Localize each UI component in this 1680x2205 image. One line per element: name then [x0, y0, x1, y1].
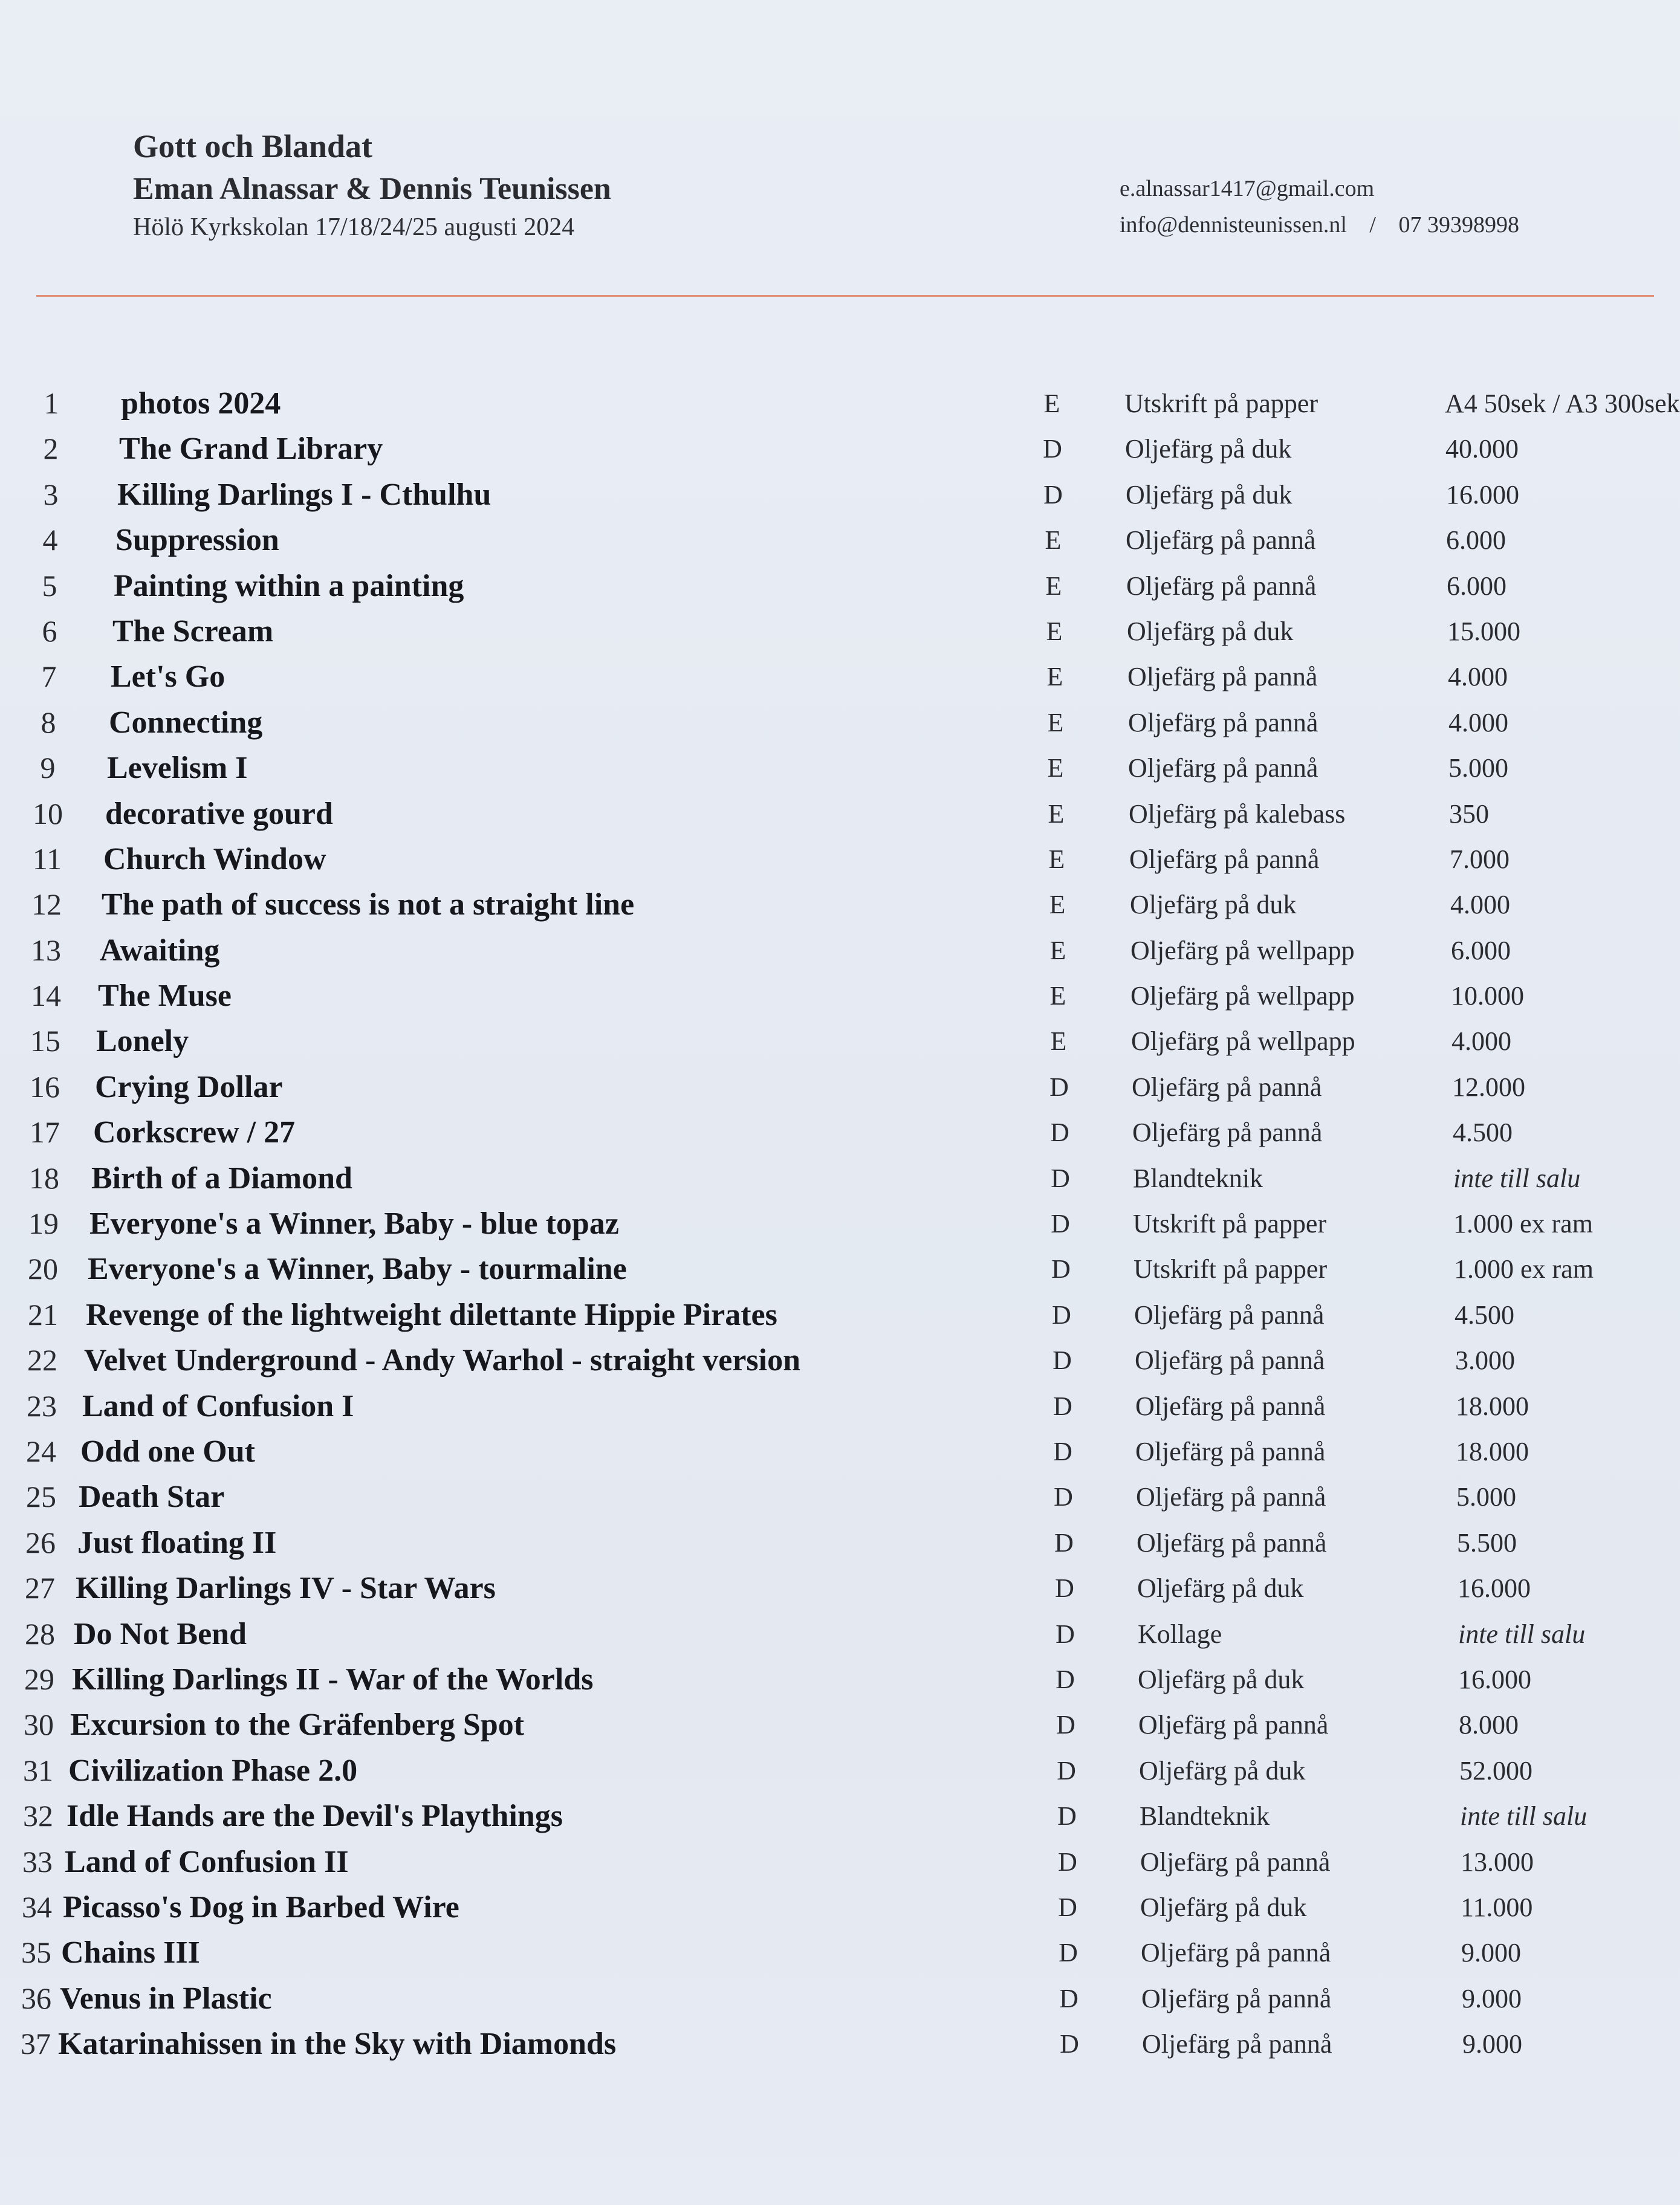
work-price: 11.000	[1461, 1892, 1533, 1922]
work-price: 4.000	[1448, 707, 1508, 737]
work-technique: Oljefärg på pannå	[1138, 1710, 1329, 1740]
work-technique: Oljefärg på duk	[1140, 1892, 1307, 1922]
work-row	[0, 1246, 1654, 1292]
work-row	[0, 1839, 1654, 1885]
work-code: D	[1053, 1436, 1072, 1466]
work-title: Idle Hands are the Devil's Playthings	[66, 1799, 563, 1834]
work-technique: Oljefärg på duk	[1125, 434, 1292, 464]
contact-email-2: info@dennisteunissen.nl	[1120, 212, 1347, 238]
work-row	[0, 1566, 1654, 1611]
work-code: D	[1059, 1983, 1078, 2013]
work-row	[0, 882, 1654, 927]
work-number: 13	[31, 933, 61, 967]
work-row	[0, 1885, 1654, 1930]
work-number: 11	[32, 841, 62, 876]
work-code: D	[1050, 1118, 1069, 1148]
work-title: The Scream	[112, 614, 274, 649]
work-technique: Oljefärg på wellpapp	[1131, 1026, 1355, 1057]
work-price: 12.000	[1452, 1072, 1525, 1102]
work-code: D	[1056, 1619, 1075, 1649]
header-divider	[36, 295, 1654, 297]
work-code: D	[1043, 479, 1063, 510]
work-number: 9	[40, 751, 56, 785]
work-title: Death Star	[79, 1480, 225, 1515]
work-row	[0, 654, 1654, 699]
work-row	[0, 1110, 1654, 1155]
work-title: Birth of a Diamond	[91, 1161, 352, 1196]
work-code: D	[1051, 1254, 1071, 1284]
work-number: 14	[31, 979, 61, 1013]
work-row	[0, 973, 1654, 1018]
work-price: 1.000 ex ram	[1454, 1254, 1594, 1284]
work-technique: Oljefärg på pannå	[1127, 662, 1318, 692]
work-number: 12	[31, 887, 62, 922]
work-price: inte till salu	[1453, 1163, 1581, 1193]
work-row	[0, 517, 1654, 563]
work-technique: Blandteknik	[1133, 1163, 1263, 1193]
work-technique: Oljefärg på pannå	[1132, 1118, 1323, 1148]
work-row	[0, 472, 1654, 517]
work-price: 40.000	[1445, 434, 1519, 464]
work-row	[0, 1201, 1654, 1246]
work-title: Revenge of the lightweight dilettante Hippie Pirates	[86, 1297, 777, 1332]
work-code: D	[1058, 1892, 1077, 1922]
work-price: 6.000	[1446, 525, 1506, 555]
work-row	[0, 1793, 1654, 1839]
work-number: 28	[25, 1616, 55, 1651]
work-price: 8.000	[1459, 1710, 1519, 1740]
work-title: Just floating II	[77, 1525, 277, 1560]
work-number: 26	[25, 1525, 56, 1559]
work-price: 16.000	[1458, 1573, 1531, 1604]
work-number: 2	[43, 432, 59, 466]
work-price: 18.000	[1456, 1391, 1529, 1421]
work-technique: Oljefärg på kalebass	[1129, 798, 1346, 829]
work-number: 6	[42, 614, 57, 648]
work-title: The Muse	[98, 979, 232, 1014]
work-title: Painting within a painting	[114, 568, 464, 603]
work-code: E	[1045, 525, 1062, 555]
contact-separator: /	[1369, 212, 1376, 238]
work-price: 6.000	[1447, 571, 1506, 601]
work-code: E	[1045, 571, 1062, 601]
work-technique: Oljefärg på pannå	[1128, 707, 1318, 737]
work-code: D	[1055, 1573, 1074, 1604]
work-technique: Oljefärg på pannå	[1132, 1072, 1322, 1102]
work-price: 16.000	[1458, 1664, 1531, 1694]
work-title: Everyone's a Winner, Baby - blue topaz	[89, 1206, 619, 1242]
work-price: 9.000	[1462, 1983, 1522, 2013]
work-code: D	[1057, 1801, 1077, 1831]
work-number: 8	[41, 705, 56, 739]
work-code: D	[1057, 1755, 1076, 1786]
work-price: 6.000	[1451, 935, 1511, 965]
work-number: 25	[26, 1480, 56, 1514]
work-number: 21	[28, 1297, 58, 1332]
work-row	[0, 1748, 1654, 1793]
work-price: 10.000	[1451, 981, 1524, 1011]
work-technique: Oljefärg på pannå	[1142, 2029, 1332, 2059]
work-number: 24	[26, 1434, 56, 1468]
work-title: Everyone's a Winner, Baby - tourmaline	[88, 1252, 627, 1287]
work-number: 37	[21, 2027, 51, 2061]
work-title: The Grand Library	[119, 432, 383, 467]
work-title: Killing Darlings II - War of the Worlds	[72, 1662, 594, 1697]
work-title: Let's Go	[111, 659, 225, 695]
work-price: inte till salu	[1460, 1801, 1588, 1831]
work-row	[0, 1611, 1654, 1657]
work-row	[0, 1156, 1654, 1201]
work-title: Venus in Plastic	[60, 1981, 272, 2016]
work-title: Chains III	[61, 1935, 200, 1970]
work-title: Lonely	[96, 1024, 189, 1059]
work-code: D	[1052, 1345, 1072, 1376]
work-technique: Oljefärg på duk	[1138, 1664, 1305, 1694]
work-technique: Oljefärg på pannå	[1136, 1482, 1326, 1512]
work-number: 22	[27, 1343, 57, 1378]
works-list	[0, 381, 1680, 2067]
work-code: E	[1043, 389, 1060, 418]
work-code: D	[1053, 1391, 1072, 1421]
contact-info	[1120, 170, 1639, 243]
work-title: decorative gourd	[105, 796, 333, 831]
work-price: 52.000	[1459, 1755, 1532, 1786]
work-technique: Oljefärg på pannå	[1141, 1983, 1332, 2013]
work-code: E	[1049, 890, 1066, 920]
work-row	[0, 563, 1654, 609]
work-row	[0, 791, 1654, 837]
work-price: 4.000	[1448, 662, 1508, 692]
work-technique: Kollage	[1138, 1619, 1222, 1649]
work-row	[0, 1474, 1654, 1520]
work-technique: Oljefärg på pannå	[1135, 1436, 1326, 1466]
work-title: Velvet Underground - Andy Warhol - straight version	[84, 1343, 801, 1378]
contact-phone: 07 39398998	[1398, 212, 1519, 238]
work-number: 23	[27, 1388, 57, 1423]
work-code: E	[1047, 707, 1064, 737]
work-row	[0, 837, 1654, 882]
work-code: E	[1049, 935, 1066, 965]
work-code: D	[1054, 1527, 1074, 1558]
work-technique: Oljefärg på wellpapp	[1130, 935, 1355, 965]
work-row	[0, 1018, 1654, 1064]
work-technique: Utskrift på papper	[1124, 389, 1318, 418]
work-row	[0, 1520, 1654, 1566]
work-title: Church Window	[103, 841, 326, 876]
contact-email-1: e.alnassar1417@gmail.com	[1120, 176, 1375, 201]
work-title: Corkscrew / 27	[93, 1115, 296, 1150]
work-code: E	[1048, 844, 1065, 874]
work-number: 4	[42, 523, 58, 557]
work-price: 4.000	[1450, 890, 1510, 920]
work-code: E	[1046, 616, 1063, 646]
work-price: 9.000	[1461, 1938, 1521, 1968]
work-code: E	[1050, 1026, 1067, 1057]
work-title: photos 2024	[121, 386, 281, 421]
work-number: 5	[42, 568, 57, 603]
work-title: Crying Dollar	[95, 1069, 283, 1104]
work-technique: Oljefärg på pannå	[1134, 1300, 1325, 1330]
work-price: 5.000	[1448, 753, 1508, 783]
work-number: 34	[22, 1889, 52, 1924]
work-code: D	[1060, 2029, 1079, 2059]
work-code: D	[1051, 1209, 1070, 1239]
work-price: 7.000	[1450, 844, 1510, 874]
work-technique: Oljefärg på pannå	[1126, 571, 1317, 601]
work-row	[0, 928, 1654, 973]
work-price: 4.500	[1453, 1118, 1513, 1148]
work-code: D	[1043, 434, 1062, 464]
work-number: 33	[22, 1844, 53, 1879]
work-row	[0, 1930, 1654, 1975]
work-row	[0, 426, 1654, 471]
work-price: 4.500	[1455, 1300, 1514, 1330]
venue-and-dates: Hölö Kyrkskolan 17/18/24/25 augusti 2024	[133, 213, 575, 241]
header-left	[133, 127, 1040, 244]
work-price: 4.000	[1451, 1026, 1511, 1057]
work-code: D	[1052, 1300, 1071, 1330]
work-title: Awaiting	[100, 933, 220, 968]
work-code: D	[1058, 1847, 1077, 1877]
work-row	[0, 700, 1654, 745]
work-code: D	[1051, 1163, 1070, 1193]
work-price: 5.000	[1456, 1482, 1516, 1512]
work-number: 19	[28, 1206, 59, 1241]
work-price: 15.000	[1447, 616, 1520, 646]
work-price: inte till salu	[1458, 1619, 1586, 1649]
work-title: Levelism I	[107, 751, 248, 786]
exhibition-title: Gott och Blandat	[133, 128, 373, 164]
contact-line-2	[1120, 207, 1639, 243]
work-title: Connecting	[109, 705, 263, 740]
work-code: D	[1054, 1482, 1073, 1512]
work-number: 10	[33, 796, 63, 831]
work-number: 30	[24, 1708, 54, 1742]
work-technique: Oljefärg på pannå	[1135, 1391, 1326, 1421]
work-title: The path of success is not a straight line	[102, 887, 635, 922]
work-price: 13.000	[1461, 1847, 1534, 1877]
work-technique: Utskrift på papper	[1134, 1254, 1328, 1284]
work-row	[0, 1976, 1654, 2021]
work-number: 15	[30, 1024, 60, 1058]
work-technique: Blandteknik	[1140, 1801, 1270, 1831]
work-price: 3.000	[1455, 1345, 1515, 1376]
artist-names: Eman Alnassar & Dennis Teunissen	[133, 172, 611, 206]
work-title: Land of Confusion II	[65, 1844, 349, 1879]
work-title: Killing Darlings IV - Star Wars	[76, 1571, 496, 1606]
work-technique: Oljefärg på duk	[1126, 479, 1292, 510]
work-number: 18	[29, 1161, 59, 1195]
work-row	[0, 609, 1654, 654]
work-title: Suppression	[115, 523, 279, 558]
work-number: 20	[28, 1252, 58, 1286]
work-title: Civilization Phase 2.0	[68, 1753, 358, 1788]
work-code: E	[1049, 981, 1066, 1011]
work-title: Land of Confusion I	[82, 1388, 354, 1423]
work-price: 18.000	[1456, 1436, 1529, 1466]
work-title: Do Not Bend	[74, 1616, 247, 1651]
work-technique: Oljefärg på duk	[1139, 1755, 1306, 1786]
work-technique: Oljefärg på pannå	[1135, 1345, 1325, 1376]
work-price: 9.000	[1462, 2029, 1522, 2059]
work-row	[0, 1384, 1654, 1429]
work-row	[0, 1429, 1654, 1474]
work-technique: Oljefärg på duk	[1127, 616, 1294, 646]
work-code: E	[1047, 753, 1064, 783]
work-number: 32	[23, 1799, 53, 1833]
work-number: 27	[25, 1571, 55, 1605]
work-number: 7	[41, 659, 57, 694]
work-code: D	[1049, 1072, 1069, 1102]
work-title: Killing Darlings I - Cthulhu	[117, 477, 491, 512]
work-row	[0, 381, 1680, 426]
work-code: E	[1046, 662, 1063, 692]
work-price: 16.000	[1446, 479, 1519, 510]
work-price: 1.000 ex ram	[1453, 1209, 1593, 1239]
work-number: 35	[21, 1935, 51, 1970]
work-row	[0, 1064, 1654, 1110]
work-technique: Oljefärg på duk	[1130, 890, 1297, 920]
work-technique: Utskrift på papper	[1133, 1209, 1327, 1239]
work-number: 36	[21, 1981, 51, 2015]
work-number: 3	[43, 477, 59, 511]
work-row	[0, 2021, 1654, 2067]
work-price: A4 50sek / A3 300sek	[1445, 389, 1680, 418]
work-technique: Oljefärg på pannå	[1126, 525, 1316, 555]
work-row	[0, 745, 1654, 791]
work-code: E	[1048, 798, 1065, 829]
work-number: 16	[30, 1069, 60, 1104]
work-title: Excursion to the Gräfenberg Spot	[70, 1708, 525, 1743]
work-price: 5.500	[1457, 1527, 1517, 1558]
work-title: Odd one Out	[80, 1434, 255, 1469]
work-number: 29	[24, 1662, 54, 1696]
work-technique: Oljefärg på pannå	[1129, 844, 1320, 874]
work-code: D	[1059, 1938, 1078, 1968]
work-title: Picasso's Dog in Barbed Wire	[63, 1889, 459, 1925]
work-technique: Oljefärg på duk	[1137, 1573, 1304, 1604]
work-price: 350	[1449, 798, 1489, 829]
work-row	[0, 1702, 1654, 1747]
work-technique: Oljefärg på pannå	[1137, 1527, 1327, 1558]
work-row	[0, 1292, 1654, 1338]
work-code: D	[1056, 1710, 1075, 1740]
work-technique: Oljefärg på wellpapp	[1130, 981, 1355, 1011]
work-number: 31	[23, 1753, 53, 1787]
work-row	[0, 1657, 1654, 1702]
work-number: 17	[30, 1115, 60, 1150]
work-technique: Oljefärg på pannå	[1128, 753, 1318, 783]
work-title: Katarinahissen in the Sky with Diamonds	[58, 2027, 617, 2062]
work-row	[0, 1338, 1654, 1383]
work-number: 1	[44, 386, 59, 420]
work-code: D	[1056, 1664, 1075, 1694]
work-technique: Oljefärg på pannå	[1140, 1847, 1331, 1877]
work-technique: Oljefärg på pannå	[1141, 1938, 1331, 1968]
